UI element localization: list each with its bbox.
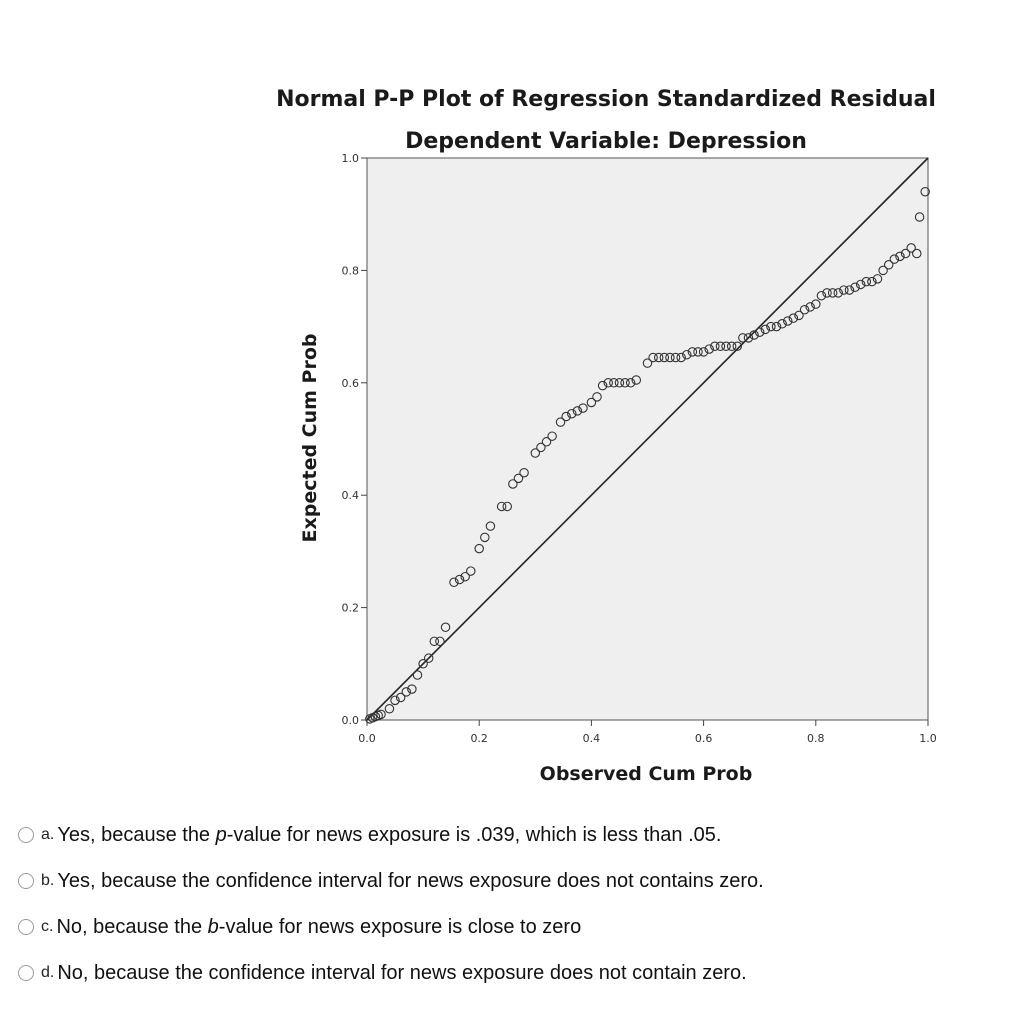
answer-options <box>18 812 998 996</box>
option-a[interactable] <box>18 812 998 858</box>
option-text: Yes, because the confidence interval for news exposure does not contains zero. <box>57 869 764 892</box>
x-tick-label: 1.0 <box>919 732 937 745</box>
x-tick-label: 0.4 <box>582 732 601 745</box>
chart-title: Normal P-P Plot of Regression Standardized Residual <box>276 87 936 112</box>
y-tick-label: 0.0 <box>341 714 359 727</box>
option-text: Yes, because the p-value for news exposure is .039, which is less than .05. <box>57 823 722 846</box>
option-letter: d. <box>41 964 55 981</box>
x-tick-label: 0.0 <box>358 732 376 745</box>
y-tick-label: 0.2 <box>341 601 359 615</box>
option-letter: a. <box>41 826 55 843</box>
x-axis <box>358 720 937 745</box>
x-tick-label: 0.2 <box>470 732 488 745</box>
option-text: No, because the confidence interval for news exposure does not contain zero. <box>57 961 747 984</box>
y-tick-label: 1.0 <box>341 152 359 165</box>
option-d[interactable] <box>18 950 998 996</box>
radio-button-c[interactable] <box>18 919 34 935</box>
y-tick-label: 0.8 <box>341 264 359 278</box>
radio-button-b[interactable] <box>18 873 34 889</box>
y-tick-label: 0.6 <box>341 376 359 390</box>
option-b[interactable] <box>18 858 998 904</box>
option-letter: c. <box>41 918 54 935</box>
x-tick-label: 0.6 <box>694 732 713 745</box>
y-tick-label: 0.4 <box>341 489 359 503</box>
x-tick-label: 0.8 <box>807 732 825 745</box>
option-c[interactable] <box>18 904 998 950</box>
y-axis-title: Expected Cum Prob <box>299 333 321 543</box>
y-axis <box>342 152 368 727</box>
radio-button-a[interactable] <box>18 827 34 843</box>
option-text: No, because the b-value for news exposure is close to zero <box>56 915 582 938</box>
radio-button-d[interactable] <box>18 965 34 981</box>
option-letter: b. <box>41 872 55 889</box>
x-axis-title: Observed Cum Prob <box>539 763 753 785</box>
chart-subtitle: Dependent Variable: Depression <box>405 129 807 154</box>
